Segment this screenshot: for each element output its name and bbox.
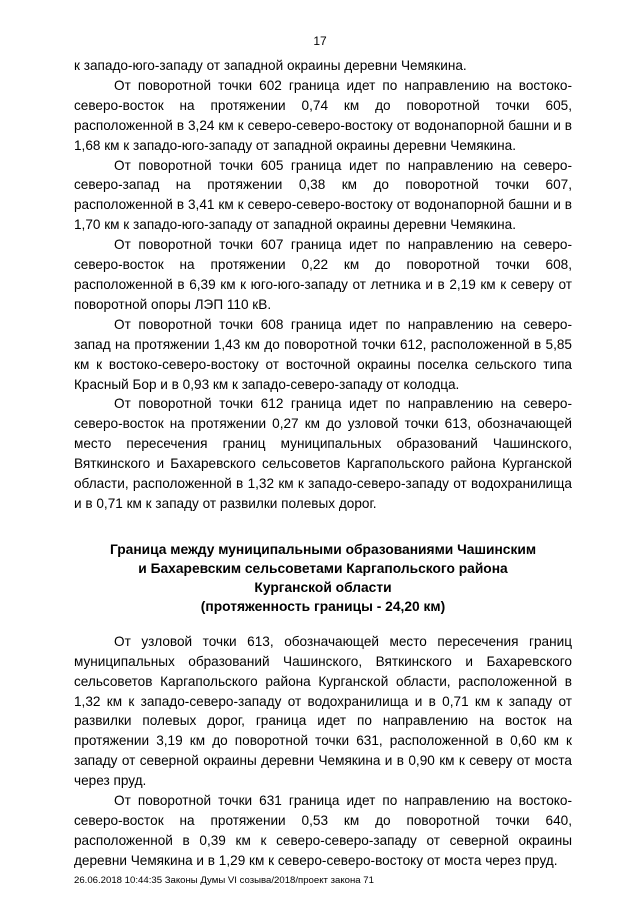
section-heading-line: и Бахаревским сельсоветами Каргапольского района xyxy=(138,560,508,576)
paragraph: От поворотной точки 605 граница идет по направлению на северо-северо-запад на протяжении 0,38 км до поворотной точки 607, расположенной в 3,41 км к северо-северо-востоку от водонапорной башни и в 1,70 км к западо-юго-западу от западной окраины деревни Чемякина. xyxy=(74,157,572,233)
page-footer: 26.06.2018 10:44:35 Законы Думы VI созыва/2018/проект закона 71 xyxy=(74,875,374,886)
document-body xyxy=(74,56,572,871)
paragraph: От узловой точки 613, обозначающей место пересечения границ муниципальных образований Чашинского, Вяткинского и Бахаревского сельсоветов Каргапольского района Курганской области, расположенной в 1,32 км к западо-северо-западу от водохранилища и в 0,71 км к западу от развилки полевых дорог, граница идет по направлению на восток на протяжении 3,19 км до поворотной точки 631, расположенной в 0,60 км к западу от северной окраины деревни Чемякина и в 0,90 км к северу от моста через пруд. xyxy=(74,633,572,789)
paragraph: к западо-юго-западу от западной окраины деревни Чемякина. xyxy=(74,58,467,73)
section-heading-line: Курганской области xyxy=(254,579,392,595)
paragraph: От поворотной точки 631 граница идет по направлению на востоко-северо-восток на протяжении 0,53 км до поворотной точки 640, расположенной в 0,39 км к северо-северо-западу от северной окраины деревни Чемякина и в 1,29 км к северо-северо-востоку от моста через пруд. xyxy=(74,793,572,868)
page-number: 17 xyxy=(313,34,327,48)
paragraph: От поворотной точки 602 граница идет по направлению на востоко-северо-восток на протяжении 0,74 км до поворотной точки 605, расположенной в 3,24 км к северо-северо-востоку от водонапорной башни и в 1,68 км к западо-юго-западу от западной окраины деревни Чемякина. xyxy=(74,77,572,153)
paragraph: От поворотной точки 608 граница идет по направлению на северо-запад на протяжении 1,43 км до поворотной точки 612, расположенной в 5,85 км к востоко-северо-востоку от восточной окраины поселка сельского типа Красный Бор и в 0,93 км к западо-северо-западу от колодца. xyxy=(74,316,572,392)
paragraph: От поворотной точки 612 граница идет по направлению на северо-северо-восток на протяжении 0,27 км до узловой точки 613, обозначающей место пересечения границ муниципальных образований Чашинского, Вяткинского и Бахаревского сельсоветов Каргапольского района Курганской области, расположенной в 1,32 км к западо-северо-западу от водохранилища и в 0,71 км к западу от развилки полевых дорог. xyxy=(74,396,572,511)
paragraph: От поворотной точки 607 граница идет по направлению на северо-северо-восток на протяжении 0,22 км до поворотной точки 608, расположенной в 6,39 км к юго-юго-западу от летника и в 2,19 км к северу от поворотной опоры ЛЭП 110 кВ. xyxy=(74,237,572,312)
section-heading-length: (протяженность границы - 24,20 км) xyxy=(200,598,446,614)
section-heading-line: Граница между муниципальными образованиями Чашинским xyxy=(109,541,537,557)
section-heading xyxy=(74,540,572,616)
